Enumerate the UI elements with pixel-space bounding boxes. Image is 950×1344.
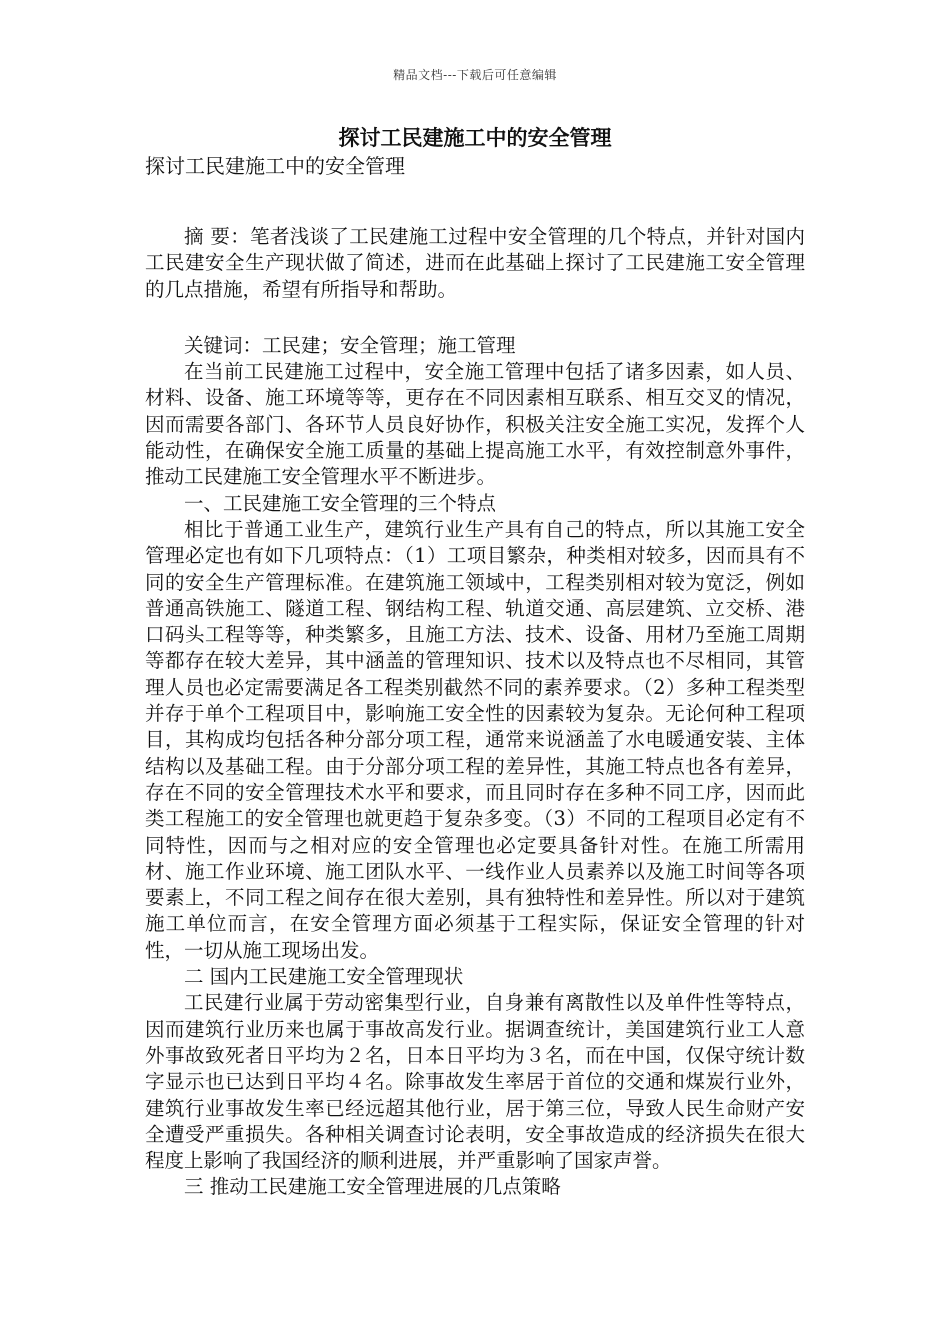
section-1-paragraph: 相比于普通工业生产，建筑行业生产具有自己的特点，所以其施工安全管理必定也有如下几项特点：（1）工项目繁杂，种类相对较多，因而具有不同的安全生产管理标准。在建筑施工领域中，工程类别相对较为宽泛，例如普通高铁施工、隧道工程、钢结构工程、轨道交通、高层建筑、立交桥、港口码头工程等等，种类繁多，且施工方法、技术、设备、用材乃至施工周期等都存在较大差异，其中涵盖的管理知识、技术以及特点也不尽相同，其管理人员也必定需要满足各工程类别截然不同的素养要求。（2）多种工程类型并存于单个工程项目中，影响施工安全性的因素较为复杂。无论何种工程项目，其构成均包括各种分部分项工程，通常来说涵盖了水电暖通安装、主体结构以及基础工程。由于分部分项工程的差异性，其施工特点也各有差异，存在不同的安全管理技术水平和要求，而且同时存在多种不同工序，因而此类工程施工的安全管理也就更趋于复杂多变。（3）不同的工程项目必定有不同特性，因而与之相对应的安全管理也必定要具备针对性。在施工所需用材、施工作业环境、施工团队水平、一线作业人员素养以及施工时间等各项要素上，不同工程之间存在很大差别，具有独特性和差异性。所以对于建筑施工单位而言，在安全管理方面必须基于工程实际，保证安全管理的针对性，一切从施工现场出发。 — [145, 517, 805, 962]
keywords-line: 关键词：工民建；安全管理；施工管理 — [184, 333, 516, 357]
page-header-note: 精品文档---下载后可任意编辑 — [393, 68, 557, 82]
document-body — [145, 124, 805, 1201]
section-1-heading: 一、工民建施工安全管理的三个特点 — [184, 491, 497, 515]
document-title: 探讨工民建施工中的安全管理 — [338, 125, 612, 150]
abstract-paragraph: 摘 要：笔者浅谈了工民建施工过程中安全管理的几个特点，并针对国内工民建安全生产现状做了简述，进而在此基础上探讨了工民建施工安全管理的几点措施，希望有所指导和帮助。 — [145, 225, 805, 301]
section-2-heading: 二 国内工民建施工安全管理现状 — [184, 965, 464, 989]
section-2-paragraph: 工民建行业属于劳动密集型行业，自身兼有离散性以及单件性等特点，因而建筑行业历来也属于事故高发行业。据调查统计，美国建筑行业工人意外事故致死者日平均为２名，日本日平均为３名，而在中国，仅保守统计数字显示也已达到日平均４名。除事故发生率居于首位的交通和煤炭行业外，建筑行业事故发生率已经远超其他行业，居于第三位，导致人民生命财产安全遭受严重损失。各种相关调查讨论表明，安全事故造成的经济损失在很大程度上影响了我国经济的顺利进展，并严重影响了国家声誉。 — [145, 991, 805, 1173]
document-subtitle: 探讨工民建施工中的安全管理 — [145, 154, 405, 178]
section-3-heading: 三 推动工民建施工安全管理进展的几点策略 — [184, 1175, 561, 1199]
intro-paragraph: 在当前工民建施工过程中，安全施工管理中包括了诸多因素，如人员、材料、设备、施工环境等等，更存在不同因素相互联系、相互交叉的情况，因而需要各部门、各环节人员良好协作，积极关注安全施工实况，发挥个人能动性，在确保安全施工质量的基础上提高施工水平，有效控制意外事件，推动工民建施工安全管理水平不断进步。 — [145, 360, 805, 489]
